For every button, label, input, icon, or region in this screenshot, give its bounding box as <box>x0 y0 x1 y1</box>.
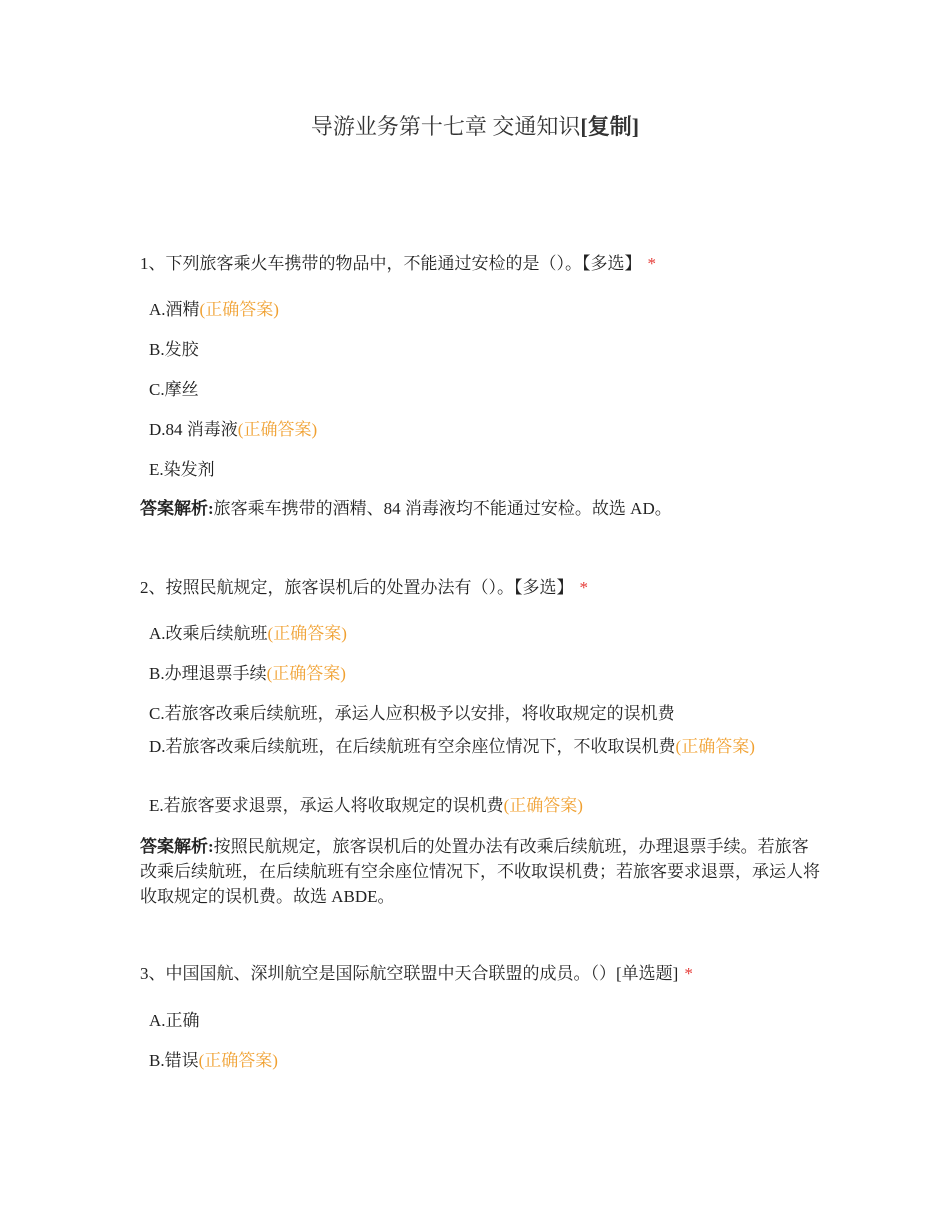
question-3-option-b[interactable] <box>149 1049 799 1073</box>
option-label: A.酒精 <box>149 300 200 319</box>
correct-answer-tag: (正确答案) <box>267 624 347 643</box>
analysis-text: 按照民航规定，旅客误机后的处置办法有改乘后续航班，办理退票手续。若旅客改乘后续航班，在后续航班有空余座位情况下，不收取误机费；若旅客要求退票，承运人将收取规定的误机费。故选 ABDE。 <box>140 837 820 906</box>
option-label: C.摩丝 <box>149 380 199 399</box>
required-mark: * <box>647 254 656 273</box>
question-3-option-a[interactable] <box>149 1009 799 1033</box>
question-1-analysis <box>140 496 820 521</box>
question-2-option-e[interactable] <box>149 794 799 818</box>
question-1-title <box>140 251 830 277</box>
correct-answer-tag: (正确答案) <box>237 420 318 439</box>
question-2-option-c[interactable] <box>149 702 799 726</box>
correct-answer-tag: (正确答案) <box>199 300 279 319</box>
option-label: B.办理退票手续 <box>149 664 267 683</box>
question-3-text: 3、中国国航、深圳航空是国际航空联盟中天合联盟的成员。（）[单选题] <box>140 964 679 983</box>
question-3-title <box>140 961 830 987</box>
option-label: D.84 消毒液 <box>149 420 238 439</box>
question-2-text: 2、按照民航规定，旅客误机后的处置办法有（）。【多选】 <box>140 578 574 597</box>
question-1-option-a[interactable] <box>149 298 799 322</box>
question-1-option-b[interactable] <box>149 338 799 362</box>
question-2-title <box>140 575 830 601</box>
correct-answer-tag: (正确答案) <box>198 1051 278 1070</box>
option-label: E.若旅客要求退票，承运人将收取规定的误机费 <box>149 796 504 815</box>
option-label: B.错误 <box>149 1051 199 1070</box>
correct-answer-tag: (正确答案) <box>266 664 346 683</box>
required-mark: * <box>579 578 588 597</box>
title-main: 导游业务第十七章 交通知识 <box>310 114 581 139</box>
question-2-option-b[interactable] <box>149 662 799 686</box>
question-1-option-e[interactable] <box>149 458 799 482</box>
option-label: A.正确 <box>149 1011 200 1030</box>
required-mark: * <box>684 964 693 983</box>
analysis-label: 答案解析: <box>140 499 214 518</box>
question-2-option-a[interactable] <box>149 622 799 646</box>
question-1-text: 1、下列旅客乘火车携带的物品中，不能通过安检的是（）。【多选】 <box>140 254 642 273</box>
title-suffix: [复制] <box>580 114 640 139</box>
question-2-analysis <box>140 834 820 909</box>
question-1-option-d[interactable] <box>149 418 799 442</box>
analysis-label: 答案解析: <box>140 837 214 856</box>
option-label: A.改乘后续航班 <box>149 624 268 643</box>
question-1-option-c[interactable] <box>149 378 799 402</box>
analysis-text: 旅客乘车携带的酒精、84 消毒液均不能通过安检。故选 AD。 <box>213 499 672 518</box>
correct-answer-tag: (正确答案) <box>675 737 755 756</box>
page-title <box>0 112 950 142</box>
option-label: D.若旅客改乘后续航班，在后续航班有空余座位情况下，不收取误机费 <box>149 737 676 756</box>
question-2-option-d[interactable] <box>149 735 799 759</box>
correct-answer-tag: (正确答案) <box>503 796 583 815</box>
option-label: C.若旅客改乘后续航班，承运人应积极予以安排，将收取规定的误机费 <box>149 704 675 723</box>
option-label: B.发胶 <box>149 340 199 359</box>
option-label: E.染发剂 <box>149 460 215 479</box>
